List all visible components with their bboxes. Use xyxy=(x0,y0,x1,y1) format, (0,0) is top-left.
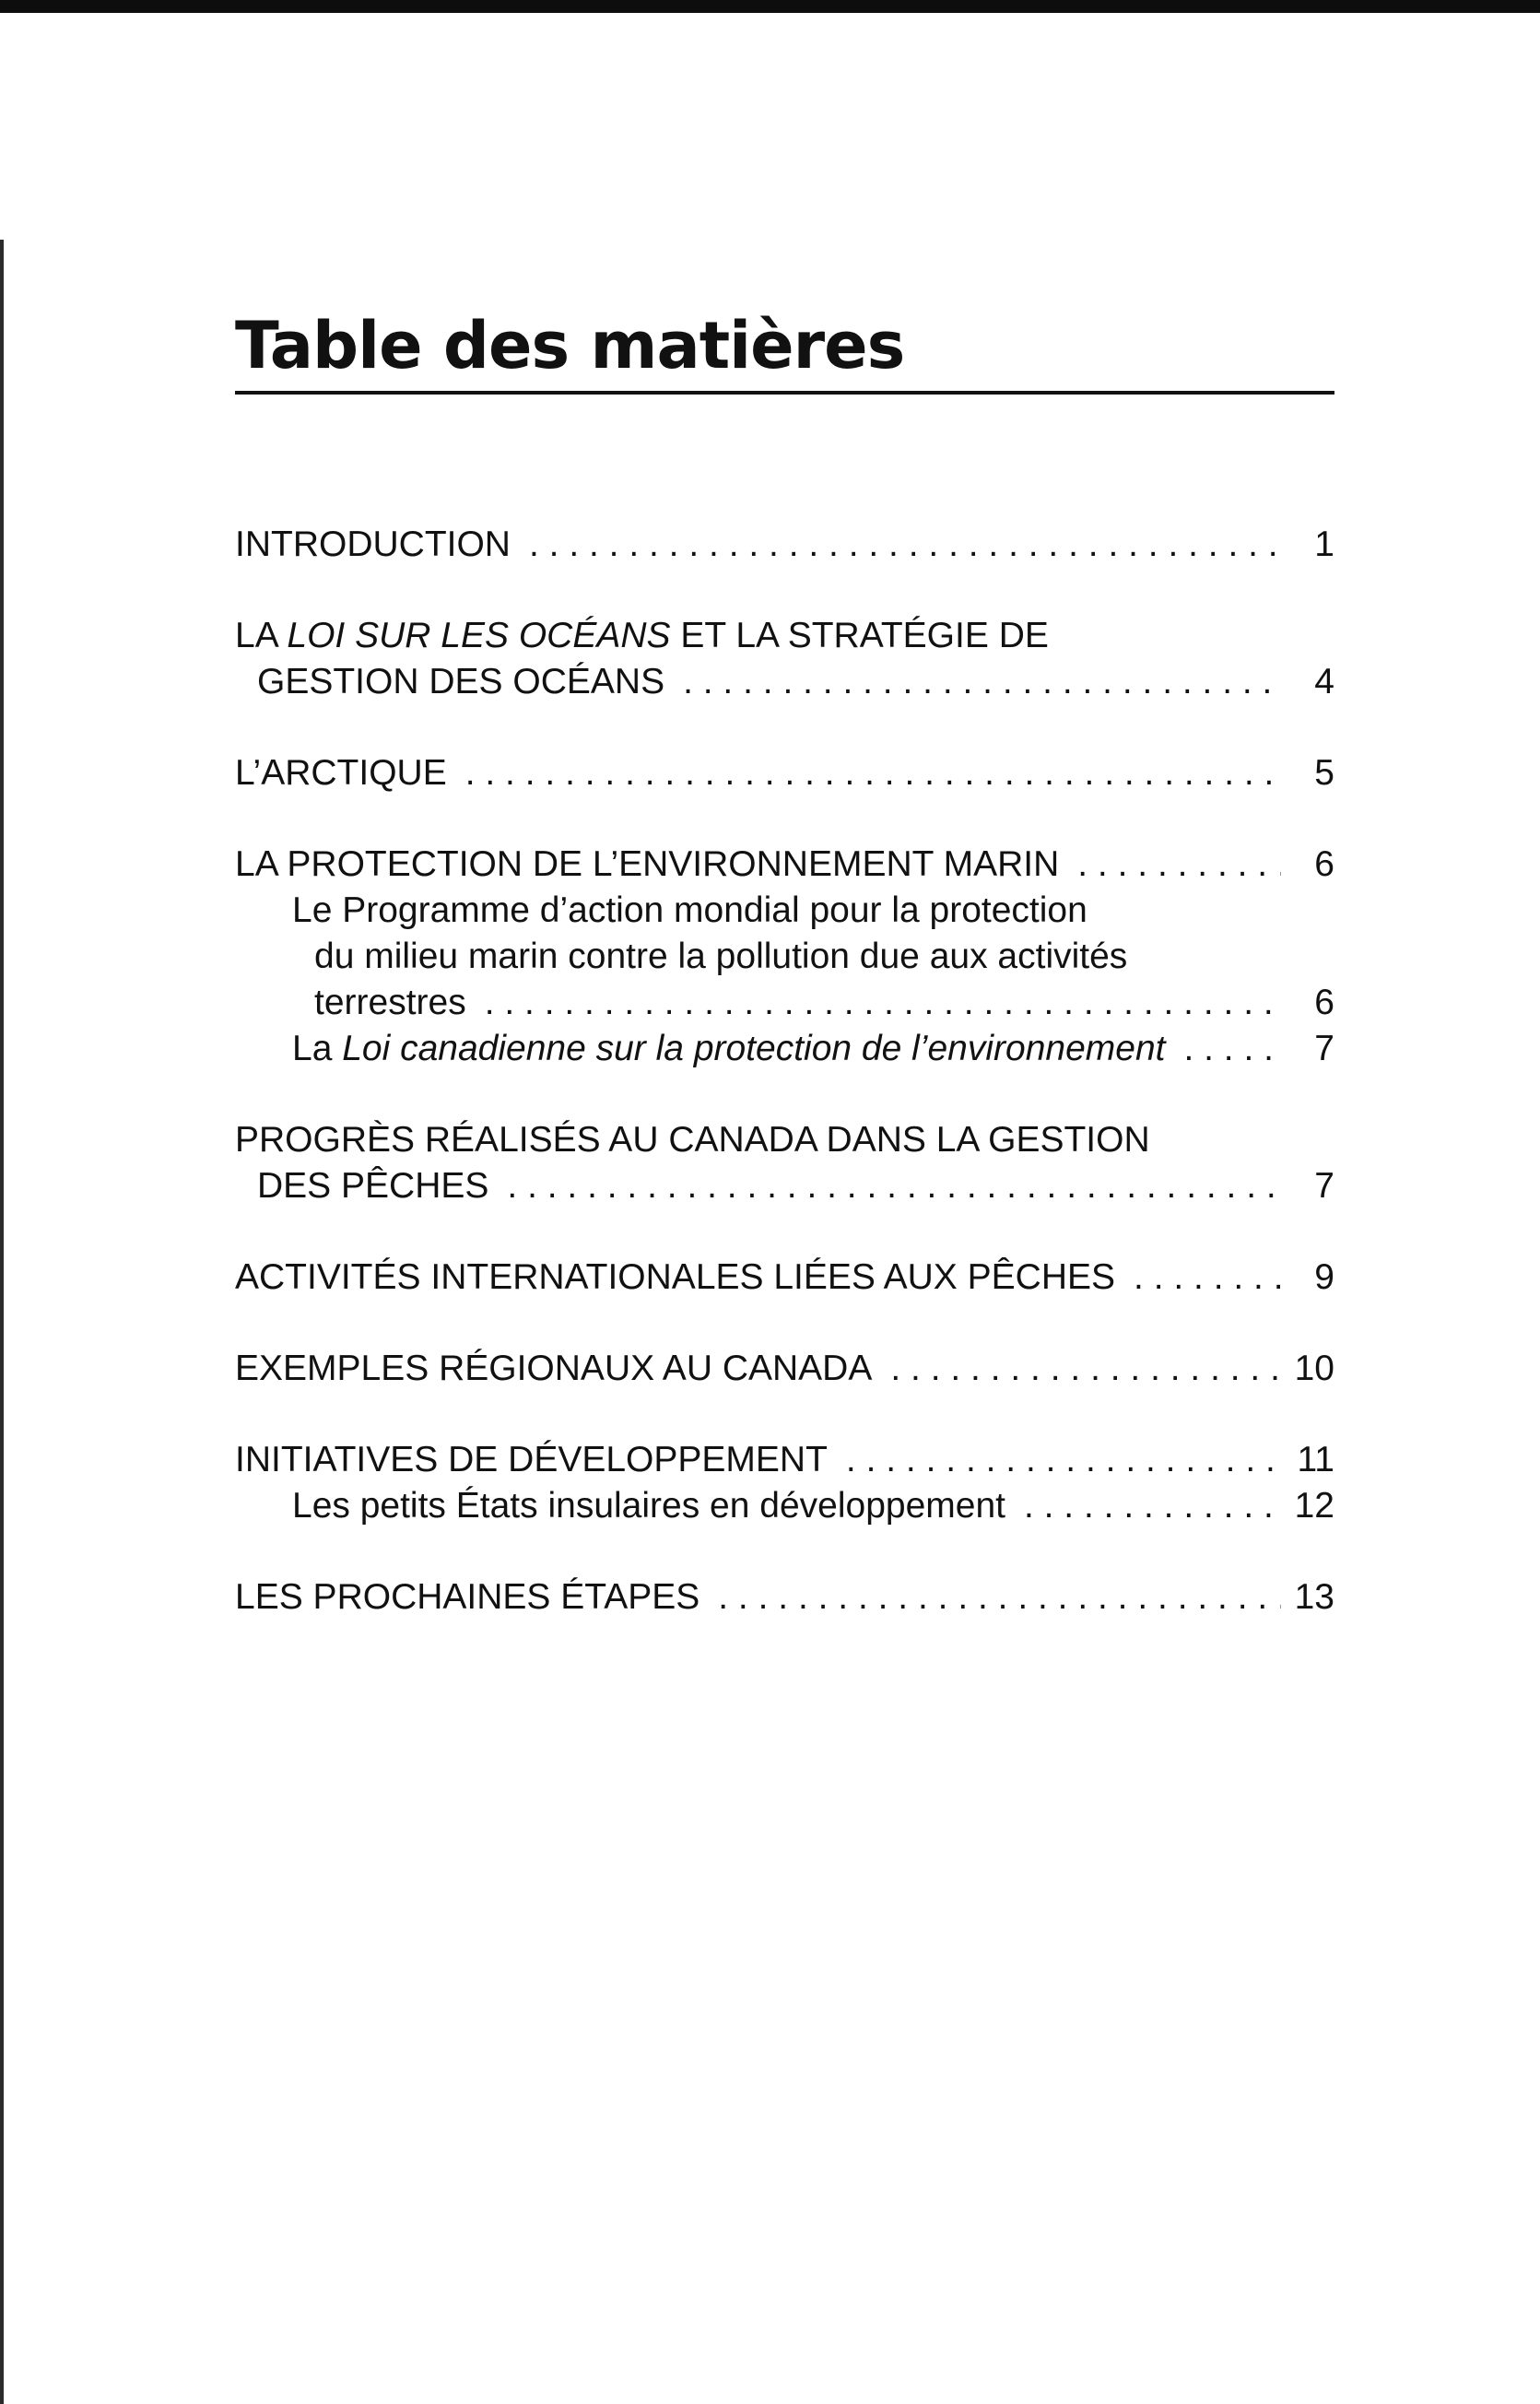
toc-page-number: 4 xyxy=(1314,662,1334,701)
toc-line xyxy=(235,980,1334,1026)
toc-entry-label: INTRODUCTION xyxy=(235,524,511,564)
dot-leader xyxy=(1134,1255,1281,1301)
toc-page-number: 12 xyxy=(1294,1486,1334,1526)
toc-page-number: 7 xyxy=(1314,1029,1334,1068)
label-italic-part: Loi canadienne sur la protection de l’environnement xyxy=(342,1029,1166,1068)
toc-line xyxy=(235,1163,1334,1209)
toc-entry-label-line2: DES PÊCHES xyxy=(257,1166,489,1206)
toc-entry-label: LES PROCHAINES ÉTAPES xyxy=(235,1577,700,1617)
toc-entry-label: LA PROTECTION DE L’ENVIRONNEMENT MARIN xyxy=(235,844,1060,884)
toc-entry-introduction[interactable] xyxy=(235,522,1334,568)
toc-page-number: 1 xyxy=(1314,524,1334,564)
toc-line xyxy=(235,842,1334,888)
toc-entry-exemples-regionaux[interactable] xyxy=(235,1346,1334,1392)
toc-entry-progres-gestion-peches[interactable] xyxy=(235,1117,1334,1209)
toc-page-number: 7 xyxy=(1314,1166,1334,1206)
dot-leader xyxy=(529,522,1281,568)
toc-subentry-label: Les petits États insulaires en développement xyxy=(292,1486,1005,1526)
toc-subentry-label-line3: terrestres xyxy=(314,983,466,1022)
toc-page-number: 5 xyxy=(1314,753,1334,793)
top-scan-border xyxy=(0,0,1540,13)
toc-entry-label: L’ARCTIQUE xyxy=(235,753,447,793)
toc-entry-label-line2: GESTION DES OCÉANS xyxy=(257,662,665,701)
toc-line xyxy=(235,522,1334,568)
dot-leader xyxy=(507,1163,1281,1209)
toc-line xyxy=(235,659,1334,705)
toc-subentry-programme-action-mondial[interactable] xyxy=(235,888,1334,1026)
label-italic-part: LOI SUR LES OCÉANS xyxy=(287,616,671,655)
toc-subentry-petits-etats-insulaires[interactable] xyxy=(235,1483,1334,1529)
toc-page-number: 11 xyxy=(1297,1440,1334,1479)
toc-line xyxy=(235,750,1334,796)
toc-entry-loi-sur-les-oceans[interactable] xyxy=(235,613,1334,705)
dot-leader xyxy=(1183,1026,1281,1072)
dot-leader xyxy=(465,750,1281,796)
dot-leader xyxy=(1024,1483,1281,1529)
dot-leader xyxy=(846,1437,1281,1483)
toc-entry-label: EXEMPLES RÉGIONAUX AU CANADA xyxy=(235,1349,873,1388)
toc-line xyxy=(235,1346,1334,1392)
toc-line xyxy=(235,1574,1334,1620)
dot-leader xyxy=(890,1346,1281,1392)
left-scan-edge xyxy=(0,240,4,2404)
dot-leader xyxy=(683,659,1281,705)
toc-entries xyxy=(235,522,1334,1620)
dot-leader xyxy=(485,980,1281,1026)
toc-entry-label: ACTIVITÉS INTERNATIONALES LIÉES AUX PÊCHES xyxy=(235,1257,1116,1297)
toc-subentry-label-line2: du milieu marin contre la pollution due aux activités xyxy=(314,937,1128,976)
toc-subentry-label xyxy=(292,1026,1165,1072)
toc-subentry-loi-canadienne[interactable] xyxy=(235,1026,1334,1072)
toc-entry-label: INITIATIVES DE DÉVELOPPEMENT xyxy=(235,1440,828,1479)
toc-entry-activites-internationales[interactable] xyxy=(235,1255,1334,1301)
toc-entry-arctique[interactable] xyxy=(235,750,1334,796)
toc-line xyxy=(235,1437,1334,1483)
toc-page-number: 6 xyxy=(1314,983,1334,1022)
toc-subentry-label-line1: Le Programme d’action mondial pour la protection xyxy=(292,890,1087,930)
label-part: La xyxy=(292,1029,343,1068)
toc-page-number: 9 xyxy=(1314,1257,1334,1297)
toc-entry-prochaines-etapes[interactable] xyxy=(235,1574,1334,1620)
label-part: LA xyxy=(235,616,288,655)
toc-entry-initiatives-developpement[interactable] xyxy=(235,1437,1334,1529)
toc-entry-label-line1: PROGRÈS RÉALISÉS AU CANADA DANS LA GESTION xyxy=(235,1120,1150,1160)
label-part: ET LA STRATÉGIE DE xyxy=(670,616,1049,655)
toc-page-number: 10 xyxy=(1294,1349,1334,1388)
toc-page-number: 13 xyxy=(1294,1577,1334,1617)
page-title: Table des matières xyxy=(235,313,1334,395)
dot-leader xyxy=(718,1574,1281,1620)
toc-entry-protection-environnement-marin[interactable] xyxy=(235,842,1334,1072)
toc-line xyxy=(235,1255,1334,1301)
table-of-contents xyxy=(235,308,1334,1666)
toc-page-number: 6 xyxy=(1314,844,1334,884)
dot-leader xyxy=(1077,842,1281,888)
toc-entry-label-line1 xyxy=(235,613,1334,659)
